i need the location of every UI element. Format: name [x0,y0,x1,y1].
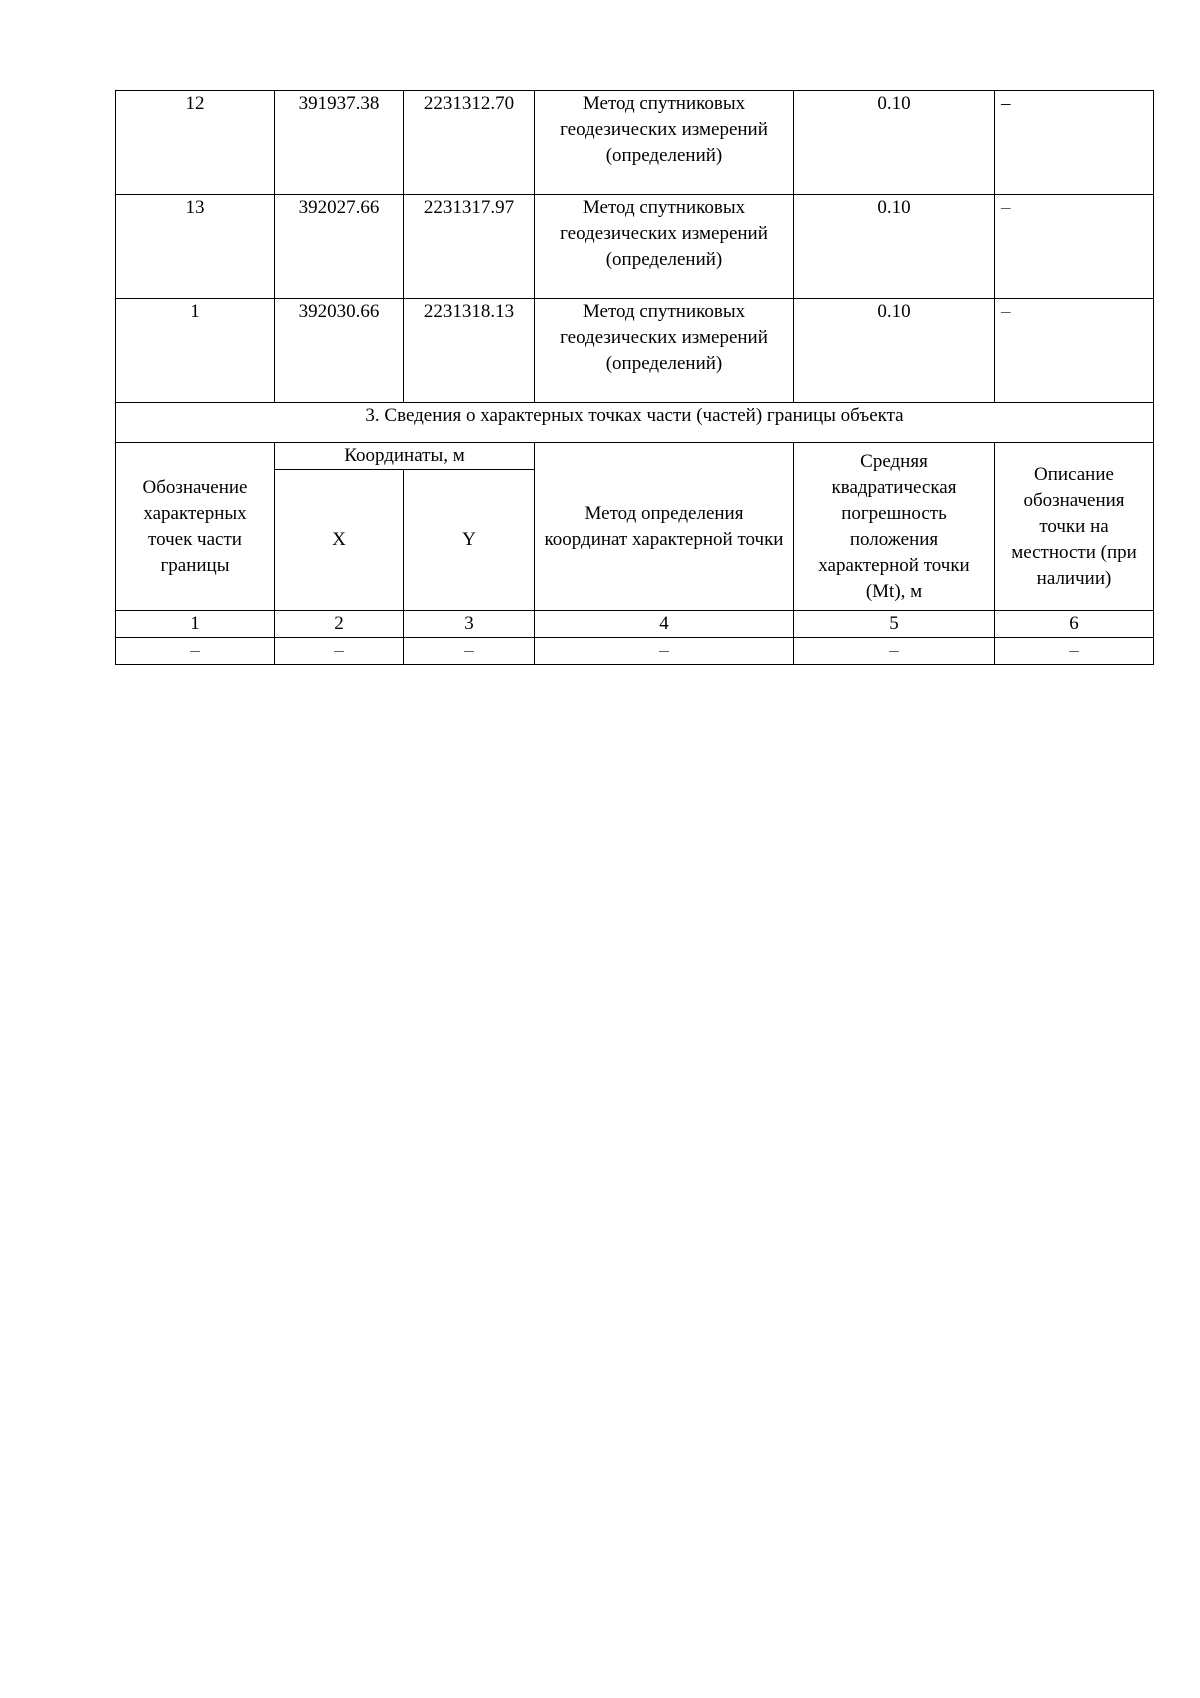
table-row [116,638,1154,665]
table-row [116,91,1154,195]
header-y: Y [404,470,535,611]
empty-cell: – [404,638,535,665]
empty-cell: – [535,638,794,665]
header-row [116,443,1154,470]
coord-x: 391937.38 [275,91,404,195]
coord-x: 392027.66 [275,195,404,299]
column-number: 6 [995,611,1154,638]
column-number-row [116,611,1154,638]
point-description: – [995,299,1154,403]
table-row [116,195,1154,299]
header-designation: Обозначение характерных точек части границы [116,443,275,611]
section-header-row [116,403,1154,443]
column-number: 4 [535,611,794,638]
column-number: 2 [275,611,404,638]
coord-y: 2231318.13 [404,299,535,403]
empty-cell: – [995,638,1154,665]
point-number: 13 [116,195,275,299]
column-number: 3 [404,611,535,638]
header-description: Описание обозначения точки на местности (при наличии) [995,443,1154,611]
coord-y: 2231317.97 [404,195,535,299]
error-value: 0.10 [794,299,995,403]
method: Метод спутниковых геодезических измерений (определений) [535,195,794,299]
coord-y: 2231312.70 [404,91,535,195]
empty-cell: – [275,638,404,665]
section-title: 3. Сведения о характерных точках части (частей) границы объекта [116,403,1154,443]
column-number: 1 [116,611,275,638]
header-method: Метод определения координат характерной точки [535,443,794,611]
point-description: – [995,195,1154,299]
header-x: X [275,470,404,611]
header-error: Средняя квадратическая погрешность положения характерной точки (Mt), м [794,443,995,611]
empty-cell: – [116,638,275,665]
point-number: 1 [116,299,275,403]
empty-cell: – [794,638,995,665]
point-number: 12 [116,91,275,195]
coord-x: 392030.66 [275,299,404,403]
table-row [116,299,1154,403]
method: Метод спутниковых геодезических измерений (определений) [535,299,794,403]
method: Метод спутниковых геодезических измерений (определений) [535,91,794,195]
header-coordinates: Координаты, м [275,443,535,470]
point-description: – [995,91,1154,195]
coordinates-table [115,90,1154,665]
column-number: 5 [794,611,995,638]
error-value: 0.10 [794,195,995,299]
error-value: 0.10 [794,91,995,195]
